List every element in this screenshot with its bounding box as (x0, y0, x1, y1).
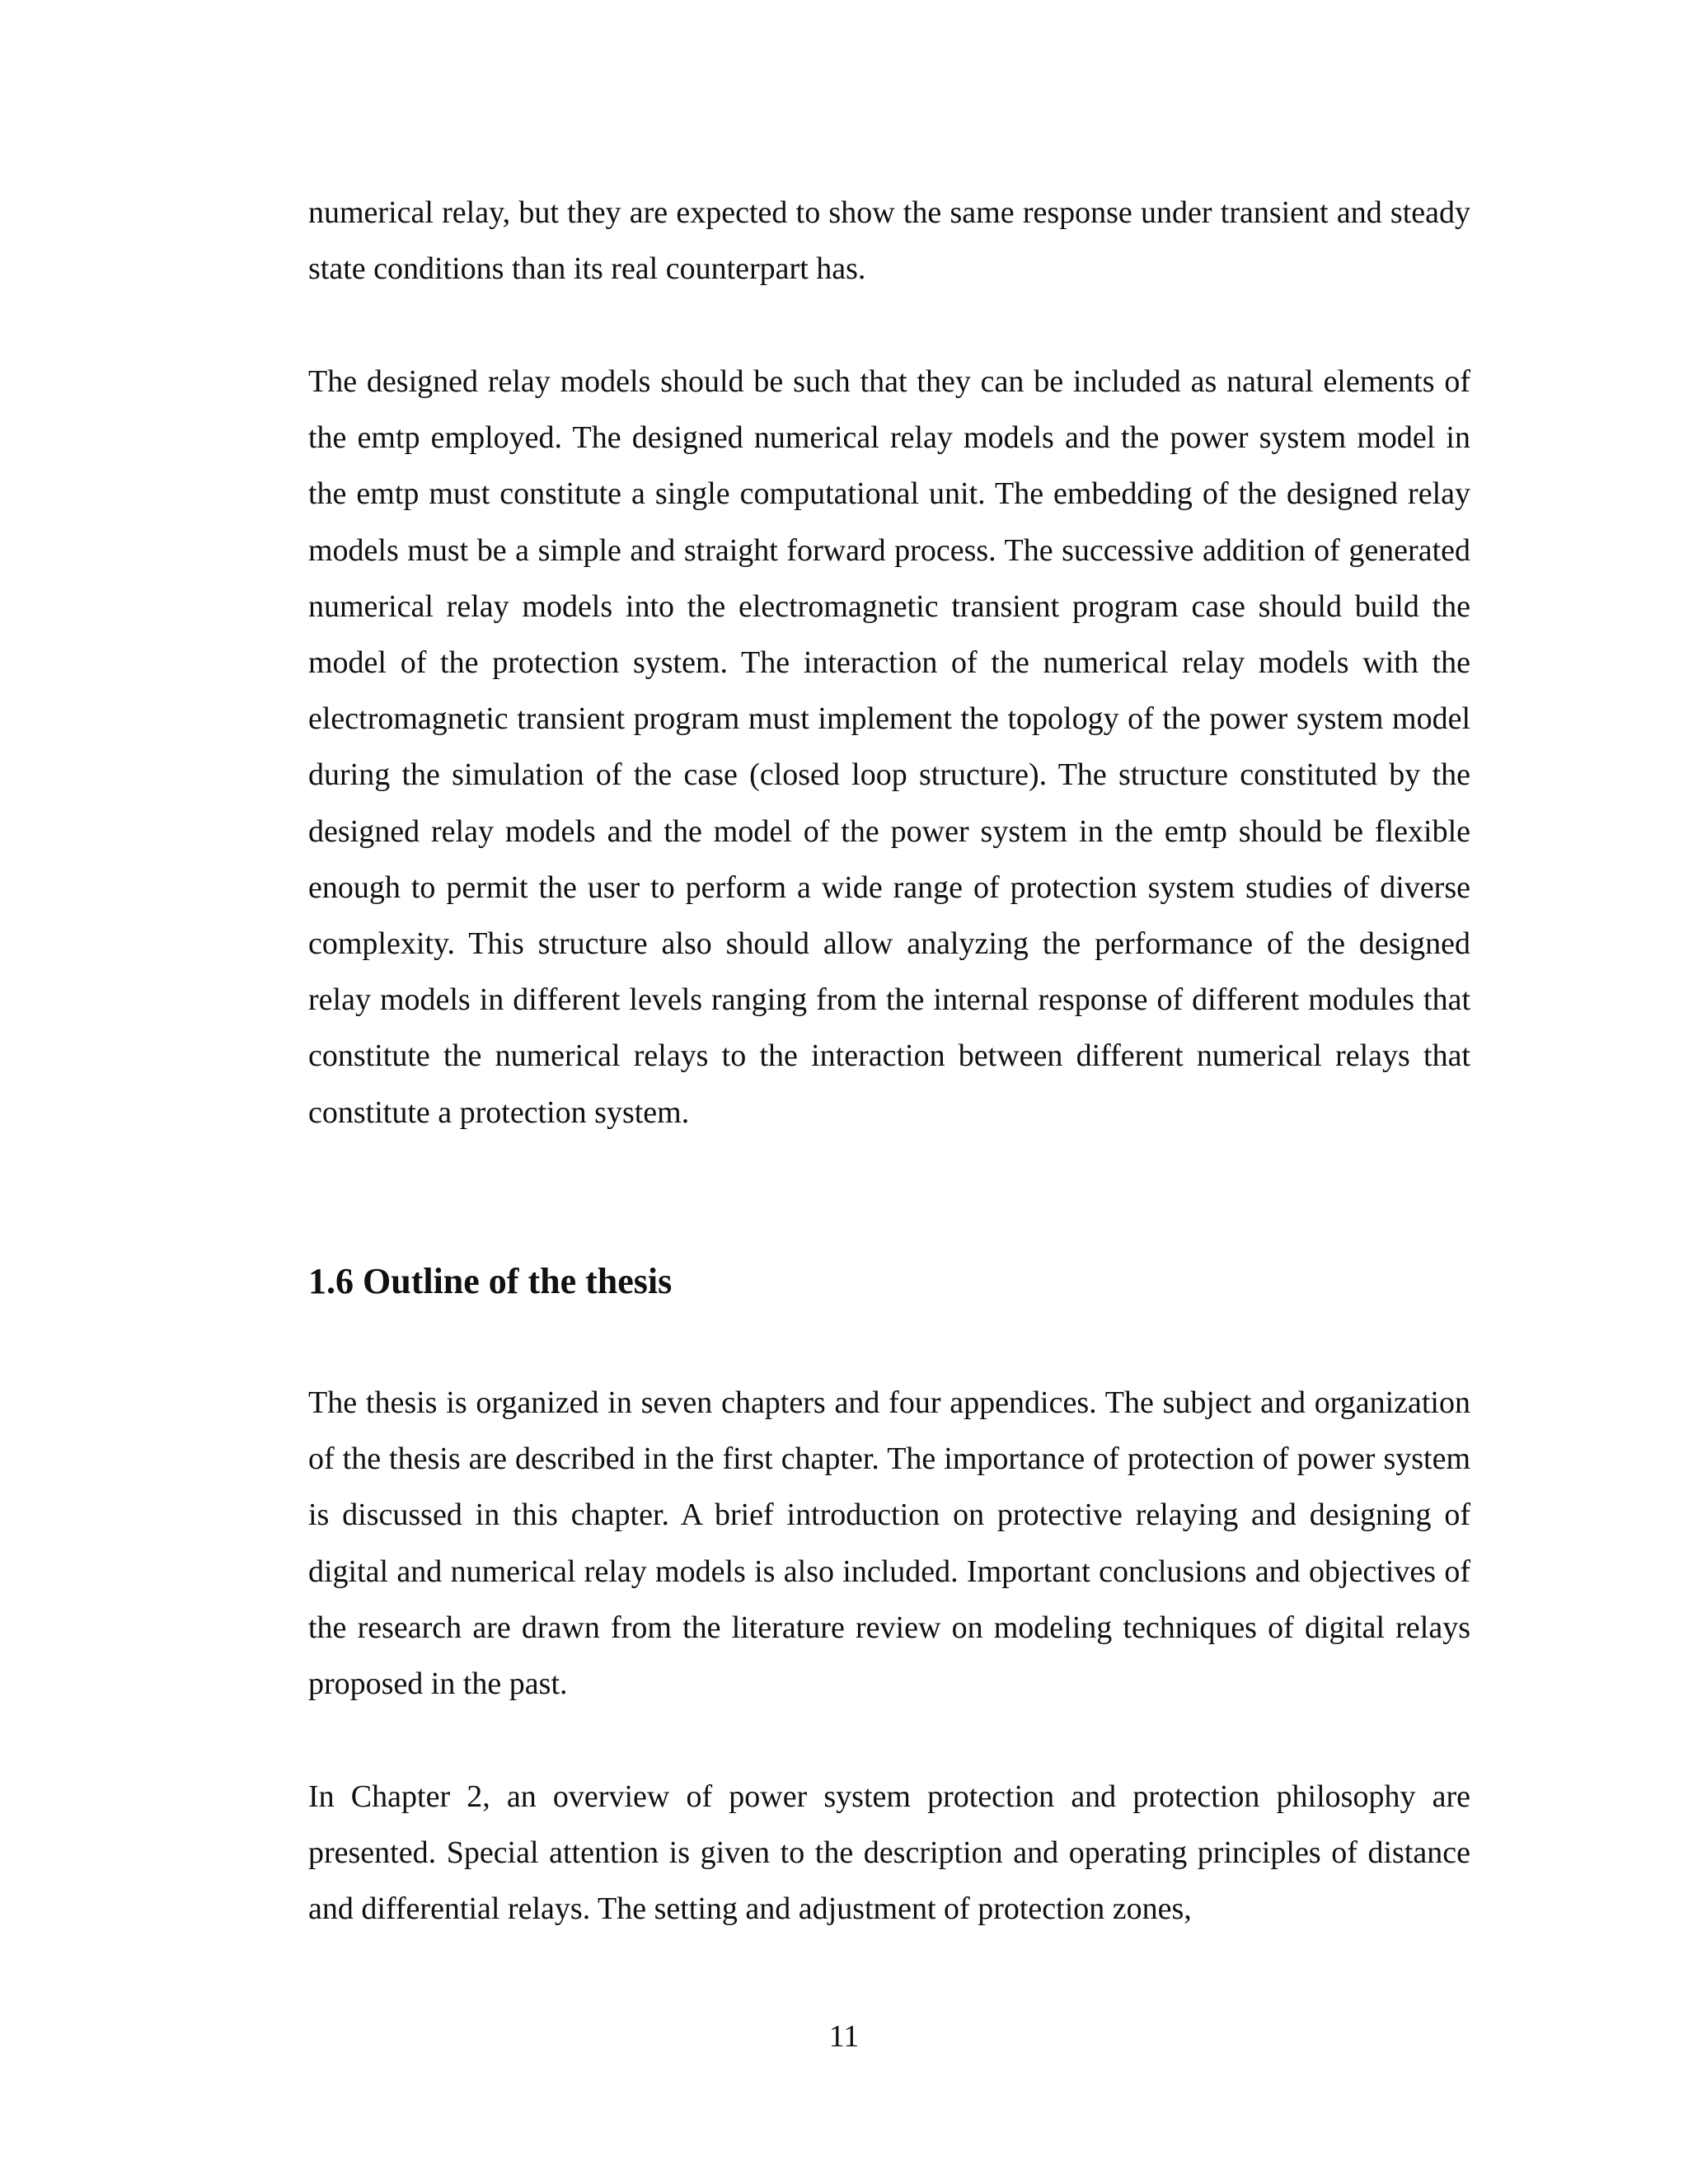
body-paragraph: In Chapter 2, an overview of power system protection and protection philosophy are presented. Special attention is given to the description and operating principles of distance and differential relays. The setting and adjustment of protection zones, (308, 1779, 1470, 1927)
page-number: 11 (828, 2019, 860, 2054)
body-paragraph: numerical relay, but they are expected to show the same response under transient and steady state conditions than its real counterpart has. (308, 195, 1470, 287)
body-paragraph: The thesis is organized in seven chapters and four appendices. The subject and organization of the thesis are described in the first chapter. The importance of protection of power system is discussed in this chapter. A brief introduction on protective relaying and designing of digital and numerical relay models is also included. Important conclusions and objectives of the research are drawn from the literature review on modeling techniques of digital relays proposed in the past. (308, 1385, 1470, 1702)
section-heading: 1.6 Outline of the thesis (308, 1261, 673, 1301)
body-paragraph: The designed relay models should be such that they can be included as natural elements of the emtp employed. The designed numerical relay models and the power system model in the emtp must constitute a single computational unit. The embedding of the designed relay models must be a simple and straight forward process. The successive addition of generated numerical relay models into the electromagnetic transient program case should build the model of the protection system. The interaction of the numerical relay models with the electromagnetic transient program must implement the topology of the power system model during the simulation of the case (closed loop structure). The structure constituted by the designed relay models and the model of the power system in the emtp should be flexible enough to permit the user to perform a wide range of protection system studies of diverse complexity. This structure also should allow analyzing the performance of the designed relay models in different levels ranging from the internal response of different modules that constitute the numerical relays to the interaction between different numerical relays that constitute a protection system. (308, 364, 1470, 1130)
